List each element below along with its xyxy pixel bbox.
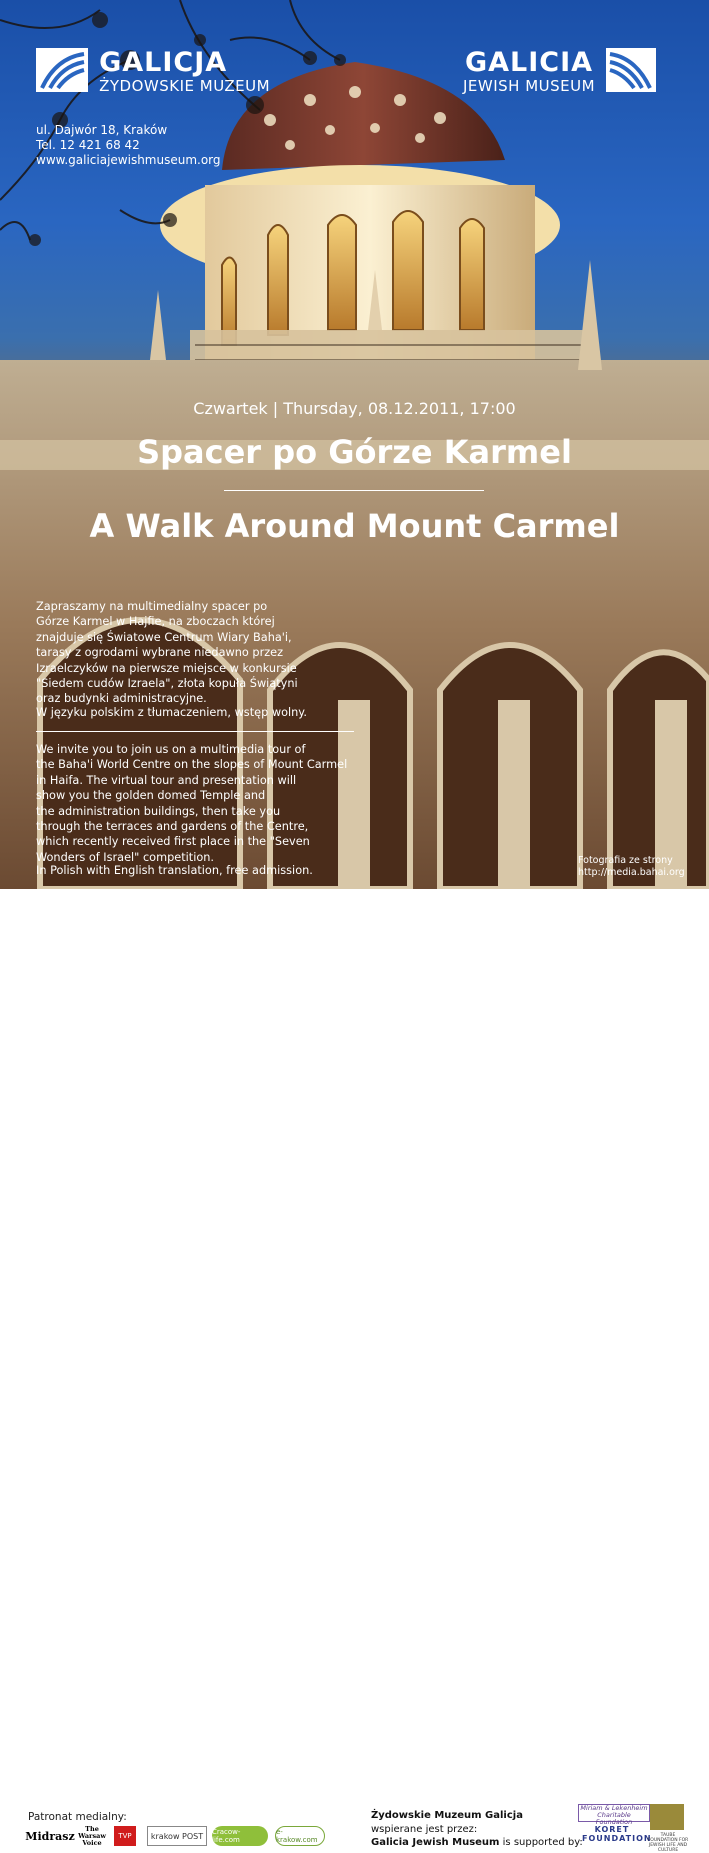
event-date: Czwartek | Thursday, 08.12.2011, 17:00 (193, 399, 516, 418)
museum-address (36, 123, 221, 168)
poster-background (0, 0, 709, 889)
logo-left-subtitle: ŻYDOWSKIE MUZEUM (99, 77, 271, 95)
tvp-logo: TVP (114, 1826, 136, 1846)
description-english (36, 742, 356, 865)
galicia-logo (463, 48, 656, 95)
photo-credit-label: Fotografia ze strony (578, 855, 673, 866)
description-line: oraz budynki administracyjne. (36, 692, 207, 706)
support-label-en: is supported by: (499, 1837, 583, 1848)
e-krakow-logo: e-krakow.com (275, 1826, 325, 1846)
description-line: znajduje się Światowe Centrum Wiary Baha'i, (36, 630, 292, 644)
description-line: show you the golden domed Temple and (36, 789, 266, 803)
miriam-foundation-logo: Miriam & Lekenheim Charitable Foundation (578, 1804, 650, 1822)
support-label-pl: wspierane jest przez: (371, 1823, 478, 1835)
logo-left-name: GALICJA (99, 47, 228, 78)
event-title-polish: Spacer po Górze Karmel (137, 433, 572, 471)
sponsor-footer (0, 889, 709, 1853)
galicja-logo (36, 48, 270, 95)
cracow-life-logo: Cracow-life.com (212, 1826, 268, 1846)
address-street: ul. Dajwór 18, Kraków (36, 123, 168, 137)
support-statement (371, 1809, 583, 1850)
description-line: Zapraszamy na multimedialny spacer po (36, 600, 268, 613)
support-museum-pl: Żydowskie Muzeum Galicja (371, 1810, 523, 1821)
media-patronage-label: Patronat medialny: (28, 1811, 127, 1823)
taube-foundation-logo: TAUBE FOUNDATION FOR JEWISH LIFE AND CULTURE (647, 1833, 689, 1853)
logo-right-name: GALICIA (465, 47, 594, 78)
admission-note-english: In Polish with English translation, free admission. (36, 864, 313, 877)
description-line: "Siedem cudów Izraela", złota kopuła Świątyni (36, 677, 298, 691)
support-museum-en: Galicia Jewish Museum (371, 1837, 500, 1848)
description-line: Górze Karmel w Hajfie, na zboczach której (36, 615, 275, 629)
description-line: in Haifa. The virtual tour and presentation will (36, 773, 297, 787)
description-line: through the terraces and gardens of the Centre, (36, 820, 309, 834)
address-phone: Tel. 12 421 68 42 (36, 138, 140, 152)
warsaw-voice-logo: The Warsaw Voice (78, 1824, 106, 1847)
museum-logo-icon (36, 48, 88, 92)
description-polish (36, 599, 336, 707)
address-website[interactable]: www.galiciajewishmuseum.org (36, 153, 221, 167)
midrasz-logo: Midrasz (25, 1829, 75, 1843)
krakow-post-logo: krakow POST (147, 1826, 207, 1846)
photo-credit-url[interactable]: http://media.bahai.org (578, 867, 685, 878)
description-line: We invite you to join us on a multimedia tour of (36, 743, 306, 756)
photo-credit (578, 855, 685, 879)
admission-note-polish: W języku polskim z tłumaczeniem, wstęp wolny. (36, 706, 307, 719)
description-line: the Baha'i World Centre on the slopes of Mount Carmel (36, 758, 348, 772)
logo-right-subtitle: JEWISH MUSEUM (463, 77, 596, 95)
description-line: tarasy z ogrodami wybrane niedawno przez (36, 646, 284, 660)
description-line: Izraelczyków na pierwsze miejsce w konkursie (36, 661, 297, 675)
description-line: Wonders of Israel" competition. (36, 850, 215, 864)
museum-logo-icon (606, 48, 656, 92)
event-title-english: A Walk Around Mount Carmel (89, 507, 620, 545)
language-divider (36, 731, 354, 732)
description-line: which recently received first place in the "Seven (36, 835, 310, 849)
taube-tree-icon (650, 1804, 684, 1830)
description-line: the administration buildings, then take you (36, 804, 281, 818)
title-divider (224, 490, 484, 491)
koret-foundation-logo: KORET FOUNDATION (582, 1825, 652, 1843)
